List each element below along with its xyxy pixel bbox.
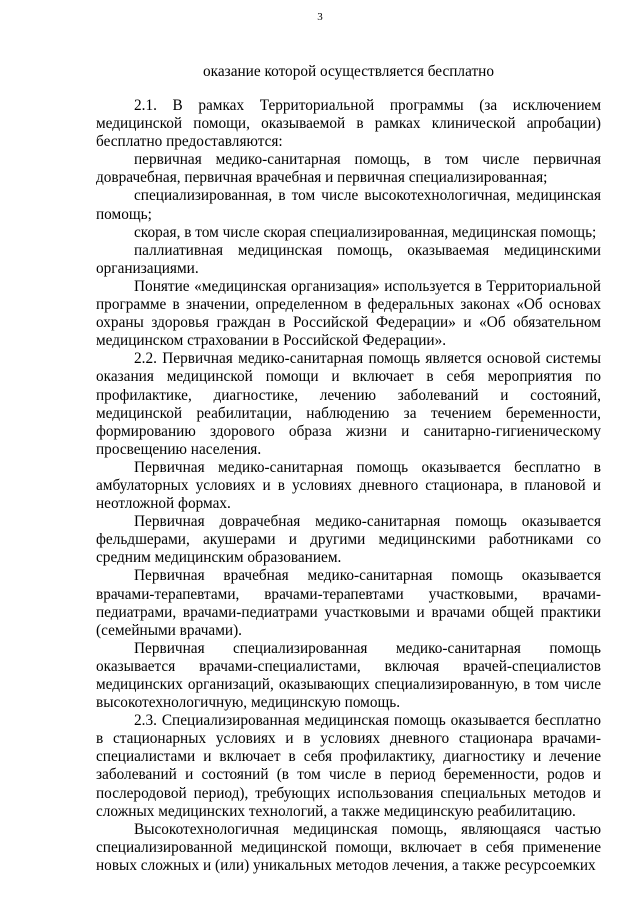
paragraph-2-3: 2.3. Специализированная медицинская помощь оказывается бесплатно в стационарных условиях и в условиях дневного стационара врачами-специалистами и включает в себя профилактику, диагностику и лечение заболеваний и состояний (в том числе в период беременности, родов и послеродовой период), требующих использования специальных методов и сложных медицинских технологий, а также медицинскую реабилитацию. bbox=[96, 712, 601, 820]
paragraph-2-1: 2.1. В рамках Территориальной программы (за исключением медицинской помощи, оказываемой в рамках клинической апробации) бесплатно предоставляются: bbox=[96, 97, 601, 151]
list-item-primary-care: первичная медико-санитарная помощь, в том числе первичная доврачебная, первичная врачебная и первичная специализированная; bbox=[96, 151, 601, 187]
document-body bbox=[96, 97, 601, 875]
paragraph-2-2: 2.2. Первичная медико-санитарная помощь является основой системы оказания медицинской помощи и включает в себя мероприятия по профилактике, диагностике, лечению заболеваний и состояний, медицинской реабилитации, наблюдению за течением беременности, формированию здорового образа жизни и санитарно-гигиеническому просвещению населения. bbox=[96, 350, 601, 458]
paragraph-high-tech-care: Высокотехнологичная медицинская помощь, являющаяся частью специализированной медицинской помощи, включает в себя применение новых сложных и (или) уникальных методов лечения, а также ресурсоемких bbox=[96, 820, 601, 874]
paragraph-specialist-care: Первичная специализированная медико-санитарная помощь оказывается врачами-специалистами, включая врачей-специалистов медицинских организаций, оказывающих специализированную, в том числе высокотехнологичную, медицинскую помощь. bbox=[96, 639, 601, 712]
list-item-palliative-care: паллиативная медицинская помощь, оказываемая медицинскими организациями. bbox=[96, 241, 601, 277]
paragraph-primary-care-free: Первичная медико-санитарная помощь оказывается бесплатно в амбулаторных условиях и в условиях дневного стационара, в плановой и неотложной формах. bbox=[96, 458, 601, 513]
paragraph-pre-doctor-care: Первичная доврачебная медико-санитарная помощь оказывается фельдшерами, акушерами и другими медицинскими работниками со средним медицинским образованием. bbox=[96, 513, 601, 567]
list-item-emergency-care: скорая, в том числе скорая специализированная, медицинская помощь; bbox=[134, 223, 597, 241]
paragraph-doctor-care: Первичная врачебная медико-санитарная помощь оказывается врачами-терапевтами, врачами-терапевтами участковыми, врачами-педиатрами, врачами-педиатрами участковыми и врачами общей практики (семейными врачами). bbox=[96, 567, 601, 639]
paragraph-medical-organization-definition: Понятие «медицинская организация» используется в Территориальной программе в значении, определенном в федеральных законах «Об основах охраны здоровья граждан в Российской Федерации» и «Об обязательном медицинском страховании в Российской Федерации». bbox=[96, 277, 601, 350]
list-item-specialized-care: специализированная, в том числе высокотехнологичная, медицинская помощь; bbox=[96, 187, 601, 223]
page-number: 3 bbox=[317, 11, 323, 23]
section-heading-continuation: оказание которой осуществляется бесплатно bbox=[203, 63, 494, 80]
